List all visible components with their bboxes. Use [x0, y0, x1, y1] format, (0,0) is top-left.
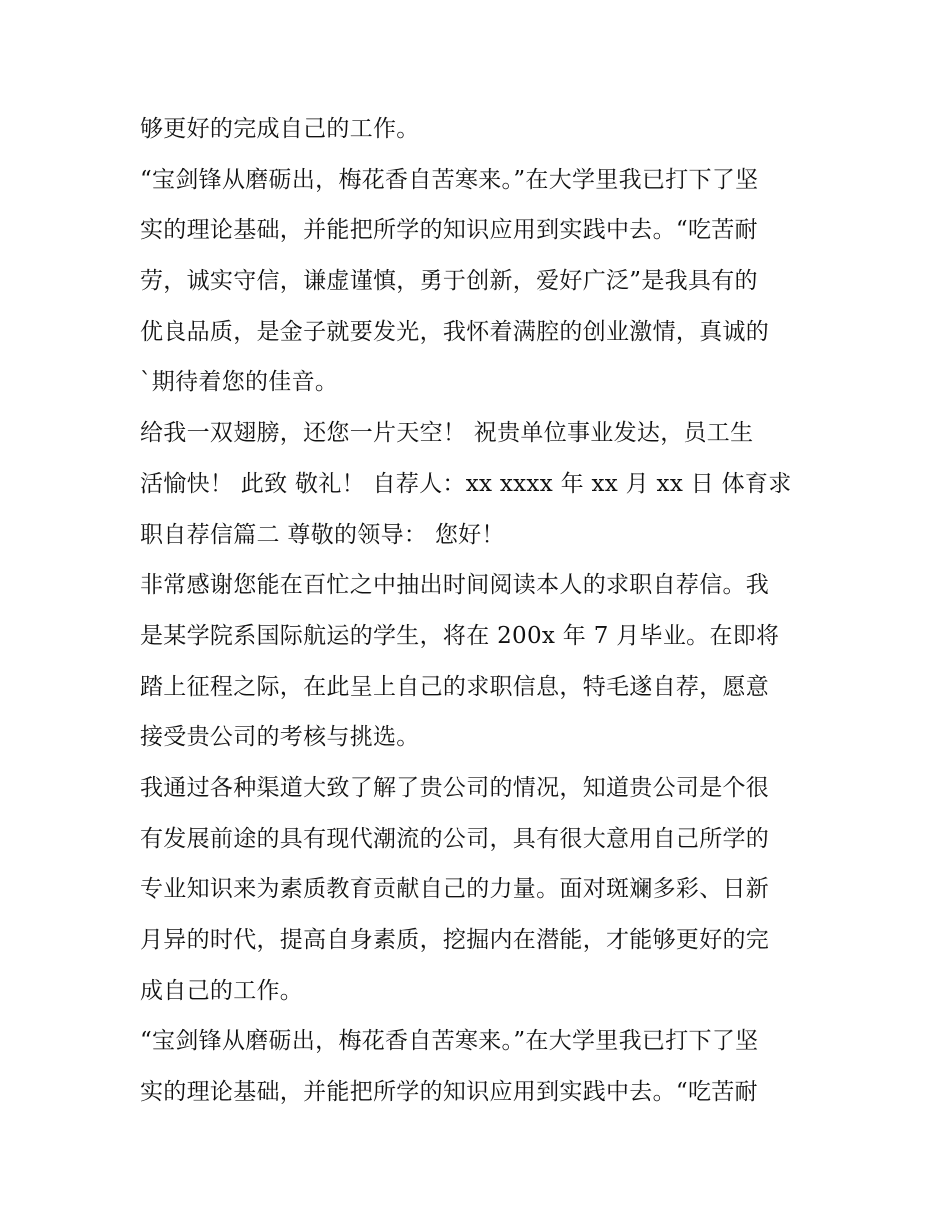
text-line: 接受贵公司的考核与挑选。: [140, 724, 420, 751]
text-line: 实的理论基础，并能把所学的知识应用到实践中去。“吃苦耐: [140, 217, 758, 244]
text-line: 成自己的工作。: [140, 977, 304, 1004]
text-line: 我通过各种渠道大致了解了贵公司的情况，知道贵公司是个很: [140, 774, 770, 801]
text-line: 踏上征程之际，在此呈上自己的求职信息，特毛遂自荐，愿意: [140, 673, 770, 700]
text-line: 给我一双翅膀，还您一片天空！ 祝贵单位事业发达，员工生: [140, 420, 754, 447]
text-line: 够更好的完成自己的工作。: [140, 116, 420, 142]
text-line: 专业知识来为素质教育贡献自己的力量。面对斑斓多彩、日新: [140, 876, 770, 903]
text-line: `期待着您的佳音。: [140, 369, 339, 396]
text-line: 优良品质，是金子就要发光，我怀着满腔的创业激情，真诚的: [140, 318, 770, 345]
text-line: 劳，诚实守信，谦虚谨慎，勇于创新，爱好广泛”是我具有的: [140, 268, 758, 295]
text-line: 非常感谢您能在百忙之中抽出时间阅读本人的求职自荐信。我: [140, 572, 770, 599]
text-line: 有发展前途的具有现代潮流的公司，具有很大意用自己所学的: [140, 825, 770, 852]
text-line: 职自荐信篇二 尊敬的领导： 您好！: [140, 521, 505, 548]
text-line: “宝剑锋从磨砺出，梅花香自苦寒来。”在大学里我已打下了坚: [140, 166, 759, 193]
text-line: “宝剑锋从磨砺出，梅花香自苦寒来。”在大学里我已打下了坚: [140, 1028, 759, 1055]
text-line: 月异的时代，提高自身素质，挖掘内在潜能，才能够更好的完: [140, 927, 770, 953]
text-line: 是某学院系国际航运的学生，将在 200x 年 7 月毕业。在即将: [140, 622, 780, 649]
text-line: 实的理论基础，并能把所学的知识应用到实践中去。“吃苦耐: [140, 1079, 758, 1106]
text-line: 活愉快！ 此致 敬礼！ 自荐人：xx xxxx 年 xx 月 xx 日 体育求: [140, 470, 792, 497]
document-body: [140, 104, 820, 1118]
